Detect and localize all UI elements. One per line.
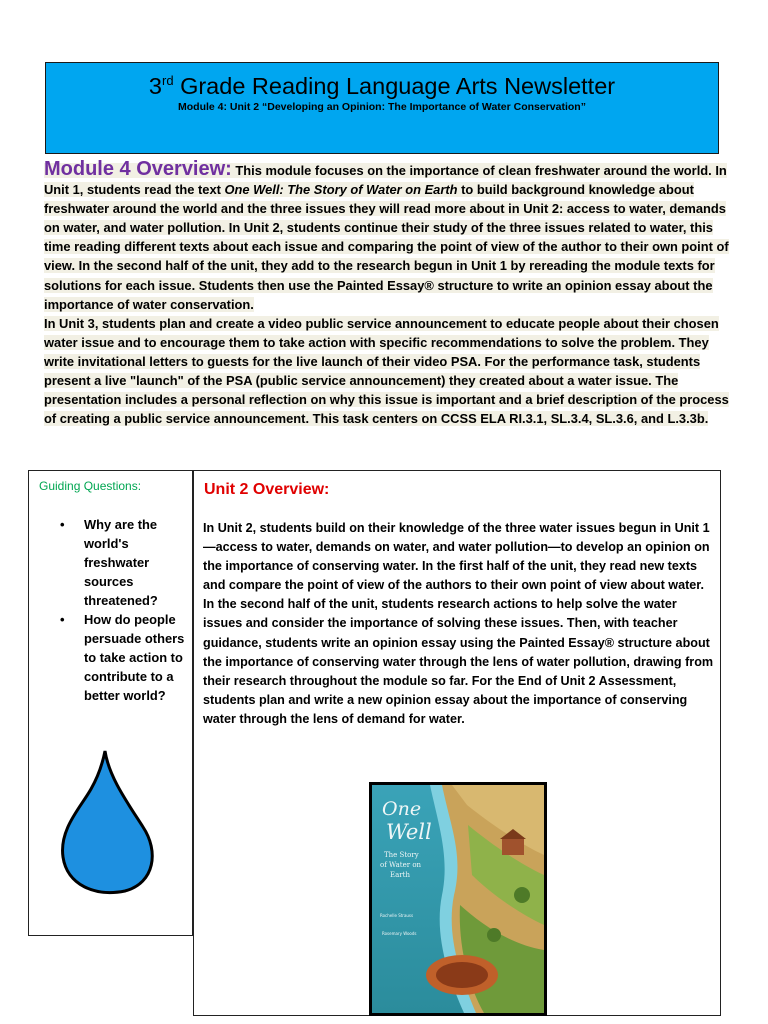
book-illustrator: Rosemary Woods [382, 931, 417, 936]
unit2-heading: Unit 2 Overview: [204, 481, 330, 498]
module-overview-p2: In Unit 3, students plan and create a video public service announcement to educate people about their chosen water issue and to encourage them to take action with specific recommendations to solve the problem. They write invitational letters to guests for the live launch of their video PSA. For the performance task, students present a live "launch" of the PSA (public service announcement) they created about a water issue. The presentation includes a personal reflection on why this issue is important and a brief description of the process of creating a public service announcement. This task centers on CCSS ELA RI.3.1, SL.3.4, SL.3.6, and L.3.3b. [44, 315, 729, 427]
book-title-line1: One [382, 798, 422, 820]
guiding-questions-label: Guiding Questions: [39, 479, 142, 493]
unit2-body: In Unit 2, students build on their knowledge of the three water issues begun in Unit 1—access to water, demands on water, and water pollution—to develop an opinion on the importance of conserving water. In the first half of the unit, they read new texts and compare the point of view of the authors to their own point of view about water. In the second half of the unit, students research actions to help solve the water issues and consider the importance of solving these issues. Then, with teacher guidance, students write an opinion essay using the Painted Essay® structure about the importance of conserving water through the lens of water pollution, drawing from their research throughout the module so far. For the End of Unit 2 Assessment, students plan and write a new opinion essay about the importance of conserving water through the lens of demand for water. [203, 521, 714, 726]
guiding-question-1: • Why are the world's freshwater sources threatened? [84, 515, 194, 610]
newsletter-header [45, 62, 719, 154]
guiding-questions-box [28, 470, 193, 936]
book-cover-illustration [372, 785, 544, 1013]
water-drop-icon [59, 747, 159, 895]
book-subtitle: The Story of Water on Earth [380, 851, 422, 879]
module-overview-intro: This module focuses on the importance of clean freshwater around the world. In Unit 1, students read the text [44, 163, 727, 198]
newsletter-title: 3rd Grade Reading Language Arts Newsletter [148, 73, 616, 99]
guiding-questions-list [84, 515, 194, 705]
book-title-text: One Well: The Story of Water on Earth [224, 182, 458, 198]
module-overview-heading: Module 4 Overview: [44, 158, 232, 180]
newsletter-subtitle: Module 4: Unit 2 “Developing an Opinion: The Importance of Water Conservation” [178, 101, 586, 113]
book-author: Rochelle Strauss [380, 913, 414, 918]
module-overview-p1: to build background knowledge about freshwater around the world and the three issues they will read more about in Unit 2: access to water, demands on water, and water pollution. In Unit 2, students continue their study of the three issues related to water, this time reading different texts about each issue and comparing the point of view of the author to their own point of view. In the second half of the unit, they add to the research begun in Unit 1 by rereading the module texts for solutions for each issue. Students then use the Painted Essay® structure to write an opinion essay about the importance of water conservation. [44, 182, 729, 312]
guiding-question-2: • How do people persuade others to take action to contribute to a better world? [84, 610, 194, 705]
module-overview [44, 160, 734, 428]
book-cover-image [369, 782, 547, 1016]
book-title-line2: Well [386, 820, 432, 844]
